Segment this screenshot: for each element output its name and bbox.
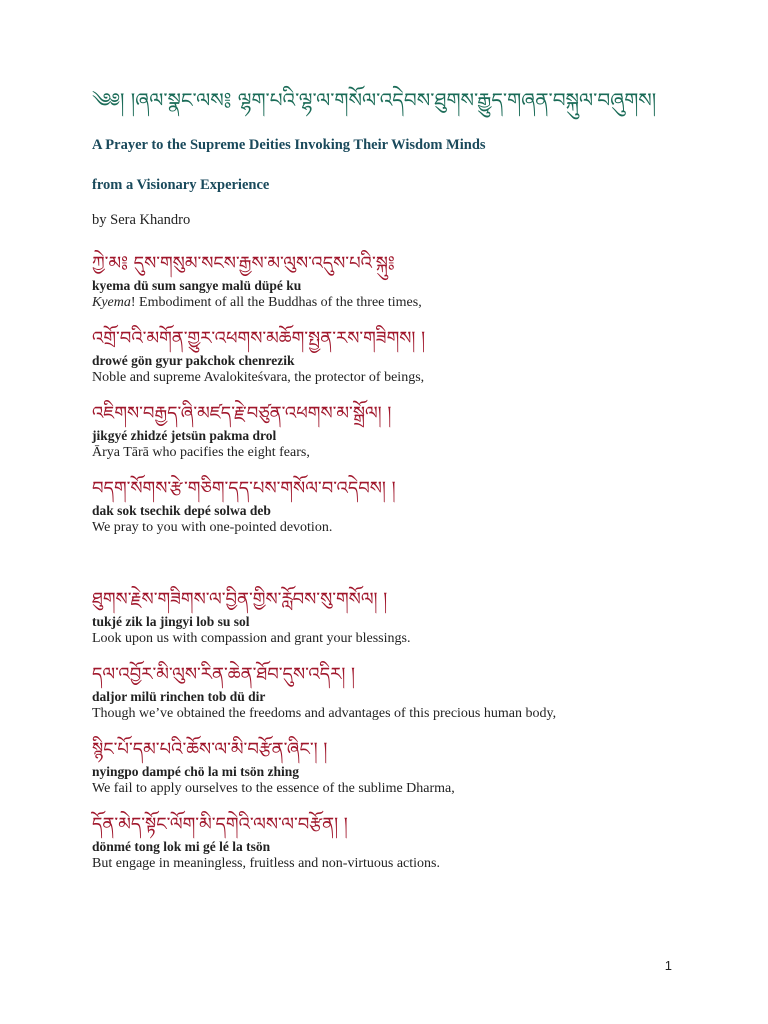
stanza-2: [92, 587, 692, 873]
transliteration: tukjé zik la jingyi lob su sol: [92, 614, 250, 629]
translation: We pray to you with one-pointed devotion.: [92, 520, 333, 535]
translation: We fail to apply ourselves to the essence of the sublime Dharma,: [92, 781, 455, 796]
english-title-line-2: from a Visionary Experience: [92, 177, 270, 193]
verse: [92, 476, 692, 537]
transliteration: dönmé tong lok mi gé lé la tsön: [92, 839, 271, 854]
verse: [92, 401, 692, 462]
tibetan-verse: འགྲོ་བའི་མགོན་གྱུར་འཕགས་མཆོག་སྤྱན་རས་གཟིགས། །: [92, 328, 426, 349]
translation-emphasis: Kyema: [92, 295, 131, 310]
transliteration: drowé gön gyur pakchok chenrezik: [92, 353, 295, 368]
transliteration: nyingpo dampé chö la mi tsön zhing: [92, 764, 300, 779]
verse: [92, 251, 692, 312]
translation: Noble and supreme Avalokiteśvara, the protector of beings,: [92, 370, 425, 385]
page-number: 1: [664, 958, 672, 973]
tibetan-verse: དལ་འབྱོར་མི་ལུས་རིན་ཆེན་ཐོབ་དུས་འདིར། །: [92, 664, 356, 685]
translation: But engage in meaningless, fruitless and non-virtuous actions.: [92, 856, 440, 871]
verse: [92, 812, 692, 873]
tibetan-title: ༄༅། །ཞལ་སྣང་ལས༔ ལྷག་པའི་ལྷ་ལ་གསོལ་འདེབས་ཐུགས་རྒྱུད་གཞན་བསྐུལ་བཞུགས།: [92, 88, 657, 112]
translation: Ārya Tārā who pacifies the eight fears,: [92, 445, 310, 460]
tibetan-verse: སྙིང་པོ་དམ་པའི་ཆོས་ལ་མི་བརྩོན་ཞིང་། །: [92, 739, 328, 760]
tibetan-verse: ཀྱེ་མ༔ དུས་གསུམ་སངས་རྒྱས་མ་ལུས་འདུས་པའི་སྐུ༔: [92, 253, 395, 274]
transliteration: kyema dü sum sangye malü düpé ku: [92, 278, 302, 293]
verse: [92, 587, 692, 648]
translation: Though we’ve obtained the freedoms and advantages of this precious human body,: [92, 706, 557, 721]
tibetan-verse: དོན་མེད་སྟོང་ལོག་མི་དགེའི་ལས་ལ་བརྩོན། །: [92, 814, 348, 835]
transliteration: jikgyé zhidzé jetsün pakma drol: [92, 428, 277, 443]
tibetan-verse: འཇིགས་བརྒྱད་ཞི་མཛད་རྗེ་བཙུན་འཕགས་མ་སྒྲོལ། །: [92, 403, 392, 424]
verse: [92, 737, 692, 798]
translation: [92, 294, 692, 312]
transliteration: dak sok tsechik depé solwa deb: [92, 503, 271, 518]
author-line: by Sera Khandro: [92, 212, 191, 228]
stanza-divider: [92, 551, 692, 587]
stanza-1: [92, 251, 692, 537]
translation: Look upon us with compassion and grant your blessings.: [92, 631, 411, 646]
tibetan-verse: བདག་སོགས་རྩེ་གཅིག་དད་པས་གསོལ་བ་འདེབས། །: [92, 478, 396, 499]
verse: [92, 662, 692, 723]
tibetan-verse: ཐུགས་རྗེས་གཟིགས་ལ་བྱིན་གྱིས་རློབས་སུ་གསོལ། །: [92, 589, 388, 610]
document-page: [92, 78, 692, 887]
verse: [92, 326, 692, 387]
translation-text: ! Embodiment of all the Buddhas of the three times,: [130, 295, 422, 310]
transliteration: daljor milü rinchen tob dü dir: [92, 689, 266, 704]
english-title-line-1: A Prayer to the Supreme Deities Invoking Their Wisdom Minds: [92, 137, 486, 153]
